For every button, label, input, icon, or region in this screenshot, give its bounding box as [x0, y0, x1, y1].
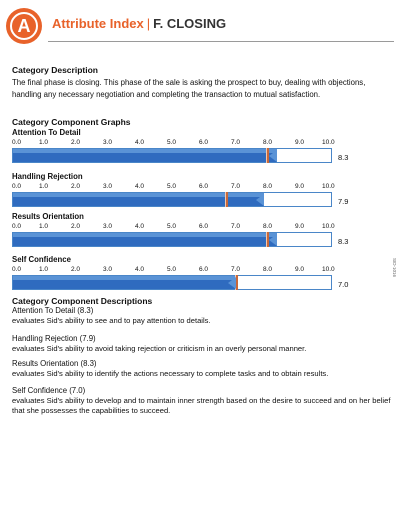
score-value: 7.9	[338, 197, 349, 206]
title-separator: |	[146, 16, 151, 31]
scale-tick: 2.0	[71, 139, 81, 146]
scale-tick: 8.0	[263, 266, 273, 273]
graph-label: Handling Rejection	[12, 172, 83, 181]
score-bar-highlight	[13, 233, 277, 237]
scale-tick: 4.0	[135, 223, 145, 230]
badge-letter: A	[10, 12, 38, 40]
score-bar	[12, 232, 332, 247]
scale-tick: 5.0	[167, 139, 177, 146]
scale-tick: 0.0	[12, 139, 22, 146]
page-header	[6, 8, 394, 46]
graph-label: Results Orientation	[12, 212, 84, 221]
scale-tick: 10.0	[322, 223, 335, 230]
scale-ticks	[12, 139, 335, 148]
description-title-attention-to-detail: Attention To Detail (8.3)	[12, 306, 94, 315]
score-arrow-icon	[256, 194, 264, 206]
scale-tick: 10.0	[322, 266, 335, 273]
score-bar-highlight	[13, 149, 277, 153]
scale-tick: 1.0	[39, 223, 49, 230]
graph-label: Self Confidence	[12, 255, 71, 264]
score-bar	[12, 192, 332, 207]
scale-tick: 4.0	[135, 266, 145, 273]
scale-tick: 9.0	[295, 183, 305, 190]
graph-results-orientation	[12, 212, 372, 254]
category-description-heading: Category Description	[12, 65, 98, 75]
score-marker	[225, 192, 228, 207]
scale-tick: 2.0	[71, 266, 81, 273]
scale-tick: 6.0	[199, 223, 209, 230]
score-arrow-icon	[228, 277, 236, 289]
scale-tick: 6.0	[199, 266, 209, 273]
scale-tick: 4.0	[135, 183, 145, 190]
scale-tick: 2.0	[71, 223, 81, 230]
graph-attention-to-detail	[12, 128, 372, 170]
scale-tick: 9.0	[295, 266, 305, 273]
component-descriptions-heading: Category Component Descriptions	[12, 296, 153, 306]
scale-tick: 3.0	[103, 139, 113, 146]
scale-tick: 5.0	[167, 183, 177, 190]
scale-tick: 5.0	[167, 223, 177, 230]
scale-tick: 3.0	[103, 266, 113, 273]
scale-tick: 5.0	[167, 266, 177, 273]
score-value: 8.3	[338, 153, 349, 162]
score-bar	[12, 148, 332, 163]
scale-ticks	[12, 223, 335, 232]
scale-tick: 7.0	[231, 223, 241, 230]
description-title-results-orientation: Results Orientation (8.3)	[12, 359, 97, 368]
scale-tick: 4.0	[135, 139, 145, 146]
scale-tick: 7.0	[231, 139, 241, 146]
scale-tick: 3.0	[103, 223, 113, 230]
graph-handling-rejection	[12, 172, 372, 214]
scale-tick: 3.0	[103, 183, 113, 190]
scale-tick: 9.0	[295, 223, 305, 230]
side-note: SID-1016	[392, 258, 397, 278]
scale-tick: 8.0	[263, 183, 273, 190]
scale-tick: 9.0	[295, 139, 305, 146]
scale-tick: 0.0	[12, 223, 22, 230]
description-title-self-confidence: Self Confidence (7.0)	[12, 386, 86, 395]
header-divider	[48, 41, 394, 42]
scale-tick: 10.0	[322, 139, 335, 146]
description-text-results-orientation: evaluates Sid's ability to identify the actions necessary to complete tasks and to obtain results.	[12, 369, 329, 378]
scale-tick: 6.0	[199, 183, 209, 190]
attribute-a-badge-icon	[6, 8, 42, 44]
scale-tick: 1.0	[39, 139, 49, 146]
scale-tick: 7.0	[231, 266, 241, 273]
description-text-attention-to-detail: evaluates Sid's ability to see and to pay attention to details.	[12, 316, 211, 325]
scale-tick: 0.0	[12, 266, 22, 273]
scale-tick: 1.0	[39, 266, 49, 273]
component-graphs-heading: Category Component Graphs	[12, 117, 131, 127]
graph-self-confidence	[12, 255, 372, 297]
scale-tick: 6.0	[199, 139, 209, 146]
page-title	[52, 16, 226, 31]
scale-tick: 10.0	[322, 183, 335, 190]
score-value: 7.0	[338, 280, 349, 289]
score-bar	[12, 275, 332, 290]
scale-tick: 8.0	[263, 139, 273, 146]
scale-tick: 7.0	[231, 183, 241, 190]
score-arrow-icon	[269, 150, 277, 162]
graph-label: Attention To Detail	[12, 128, 81, 137]
score-bar-highlight	[13, 276, 236, 280]
scale-ticks	[12, 266, 335, 275]
description-text-handling-rejection: evaluates Sid's ability to avoid taking rejection or criticism in an overly personal manner.	[12, 344, 307, 353]
description-title-handling-rejection: Handling Rejection (7.9)	[12, 334, 96, 343]
description-text-self-confidence: evaluates Sid's ability to develop and to maintain inner strength based on the desire to succeed and on her belief that she possesses the capabilities to succeed.	[12, 396, 391, 415]
scale-tick: 8.0	[263, 223, 273, 230]
score-arrow-icon	[269, 234, 277, 246]
scale-tick: 2.0	[71, 183, 81, 190]
scale-ticks	[12, 183, 335, 192]
category-description-text: The final phase is closing. This phase of the sale is asking the prospect to buy, dealing with objections, handling any necessary negotiation and completing the transaction to mutual satisfaction.	[12, 78, 366, 99]
scale-tick: 1.0	[39, 183, 49, 190]
score-value: 8.3	[338, 237, 349, 246]
scale-tick: 0.0	[12, 183, 22, 190]
title-prefix: Attribute Index	[52, 16, 144, 31]
section-title: F. CLOSING	[153, 16, 227, 31]
